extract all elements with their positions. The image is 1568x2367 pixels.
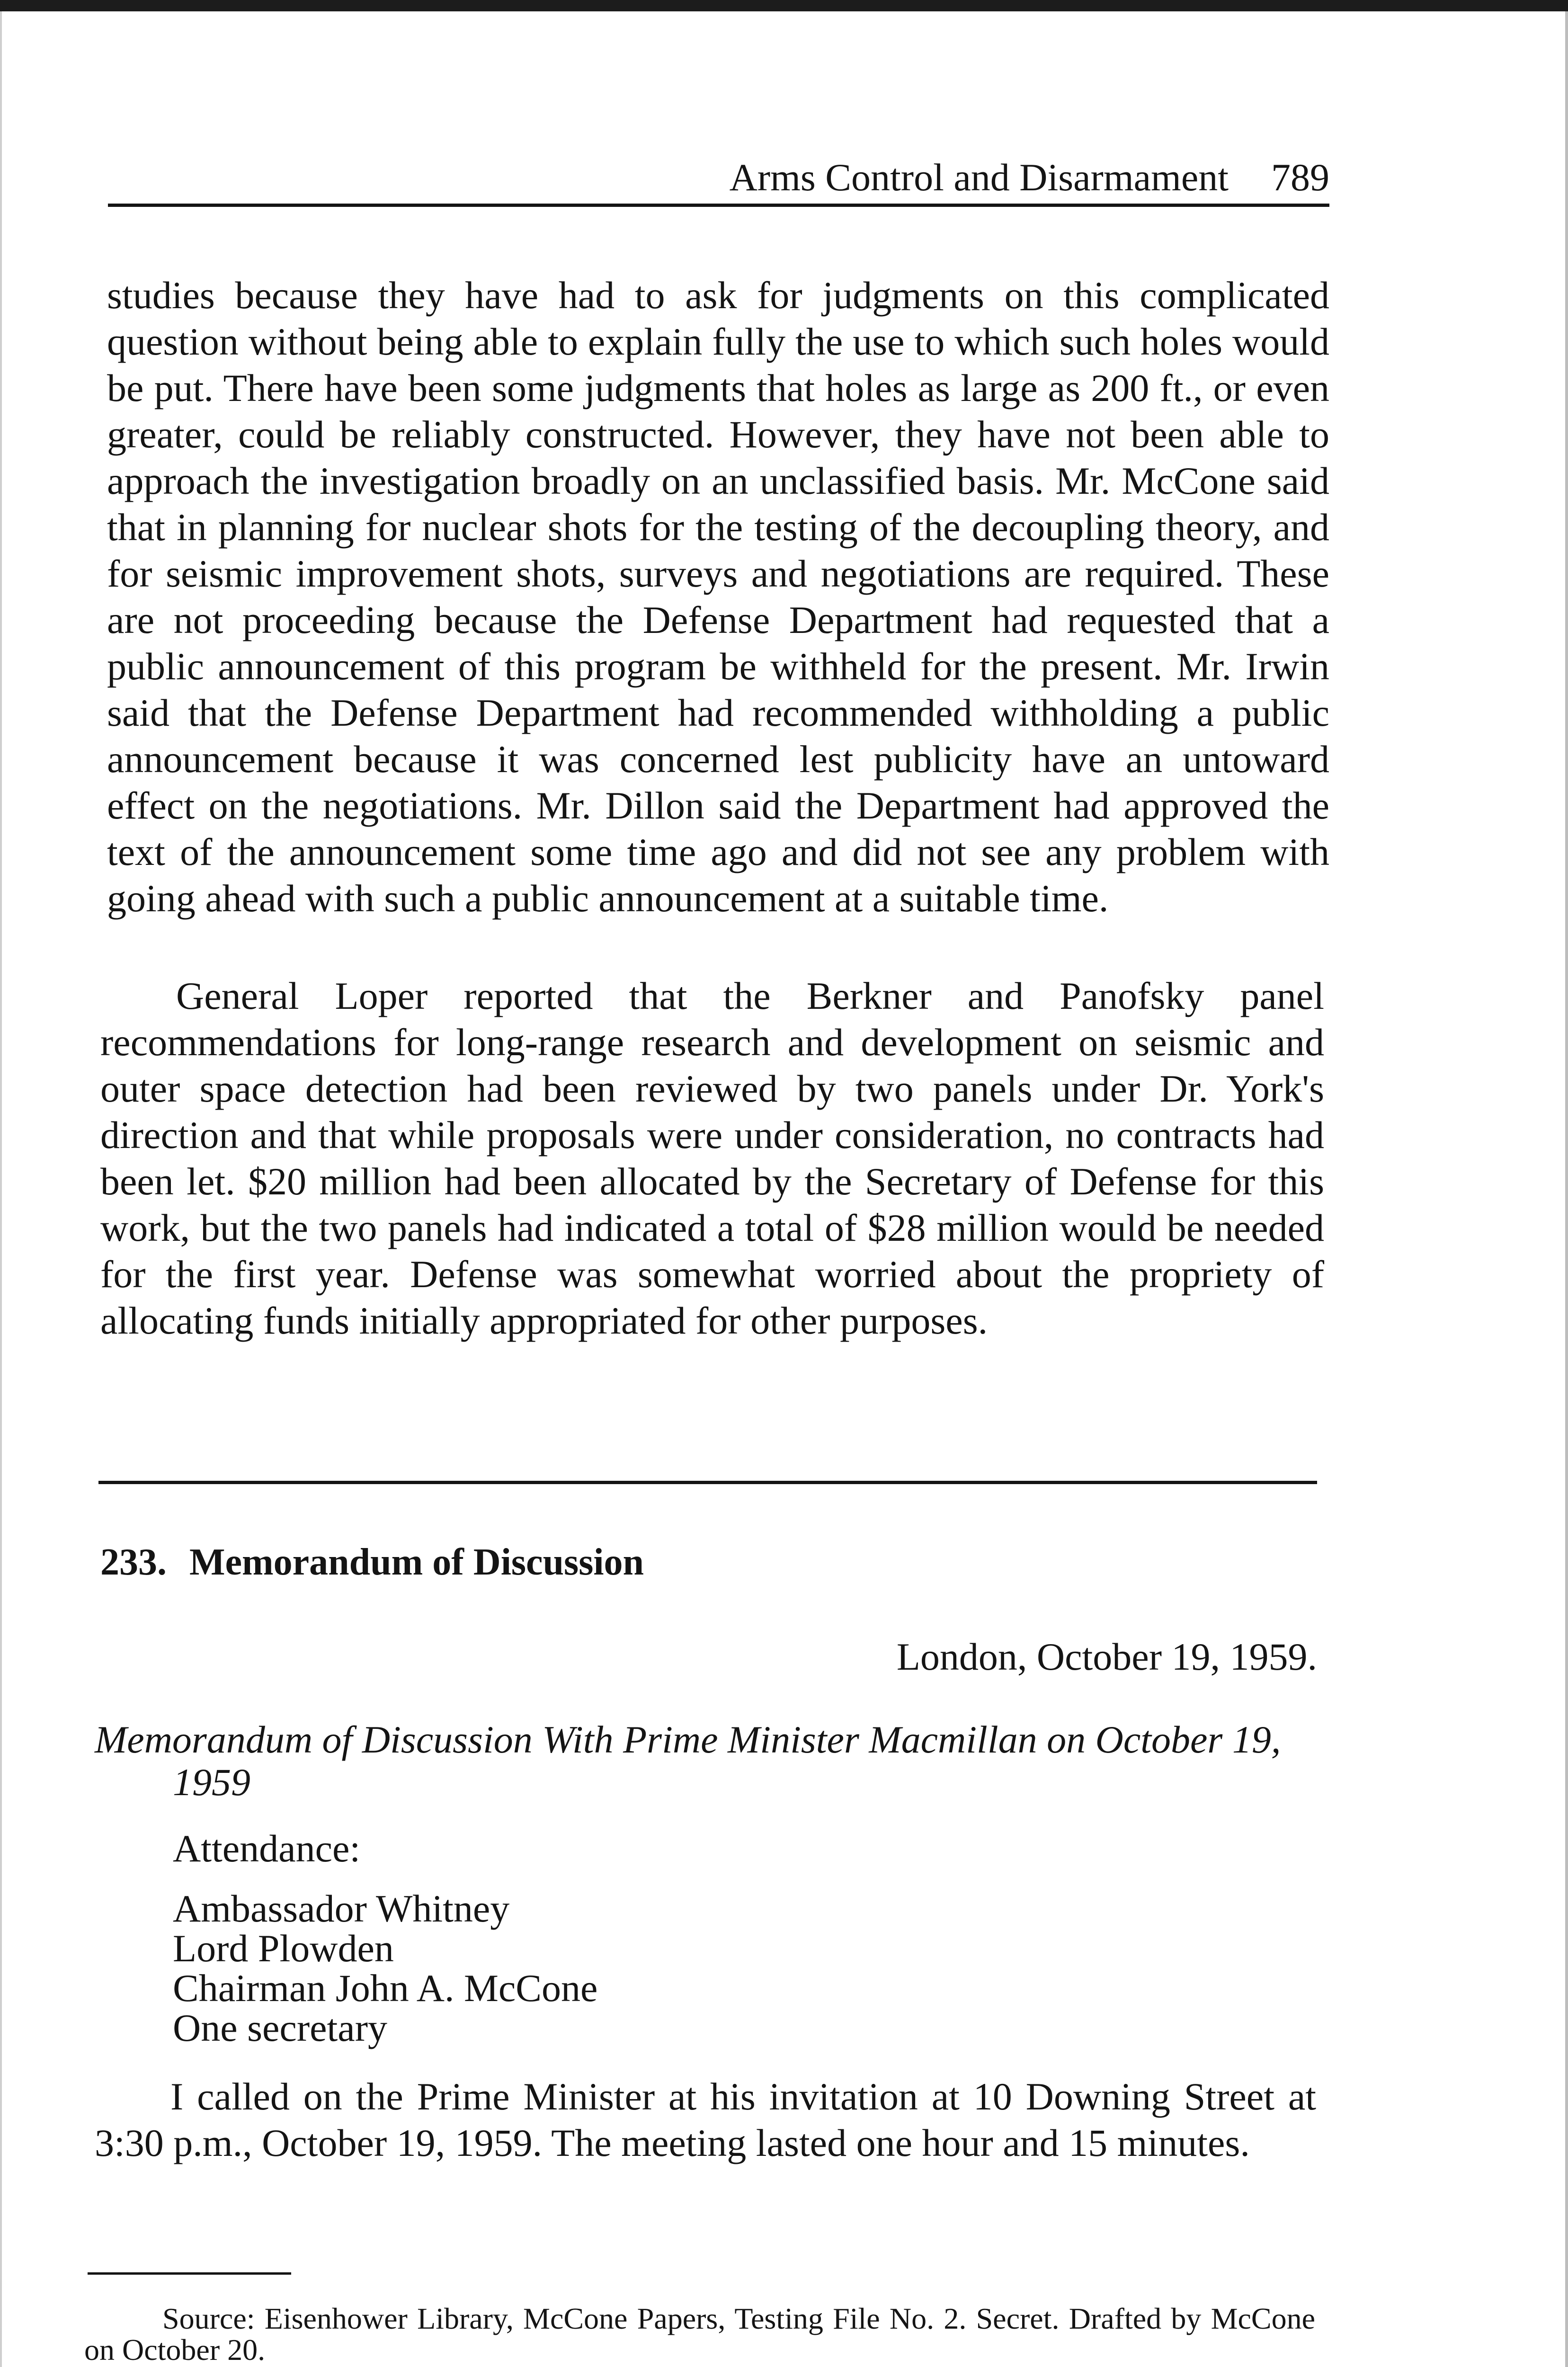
scan-top-border [0,0,1568,11]
memo-title: Memorandum of Discussion With Prime Minister Macmillan on October 19, 1959 [95,1718,1281,1804]
scan-right-edge [1565,11,1568,2367]
document-heading [100,1536,1331,1588]
footnote-rule [88,2272,291,2275]
document-paragraph-1: I called on the Prime Minister at his invitation at 10 Downing Street at 3:30 p.m., October 19, 1959. The meeting lasted one hour and 15 minutes. [95,2075,1316,2164]
body-paragraph-1: studies because they have had to ask for judgments on this complicated question without being able to explain fully the use to which such holes would be put. There have been some judgments that holes as large as 200 ft., or even greater, could be reliably constructed. However, they have not been able to approach the investigation broadly on an unclassified basis. Mr. McCone said that in planning for nuclear shots for the testing of the decoupling theory, and for seismic improvement shots, surveys and negotiations are required. These are not proceeding because the Defense Department had requested that a public announcement of this program be withheld for the present. Mr. Irwin said that the Defense Department had recommended withholding a public announcement because it was concerned lest publicity have an untoward effect on the negotiations. Mr. Dillon said the Department had approved the text of the announcement some time ago and did not see any problem with going ahead with such a public announcement at a suitable time. [107,274,1329,920]
attendance-label: Attendance: [173,1827,361,1870]
attendee-item: Lord Plowden [173,1927,394,1970]
attendee-item: Ambassador Whitney [173,1887,510,1930]
source-footnote: Source: Eisenhower Library, McCone Papers, Testing File No. 2. Secret. Drafted by McCone on October 20. [84,2302,1315,2367]
body-paragraph-2: General Loper reported that the Berkner and Panofsky panel recommendations for long-range research and development on seismic and outer space detection had been reviewed by two panels under Dr. York's direction and that while proposals were under consideration, no contracts had been let. $20 million had been allocated by the Secretary of Defense for this work, but the two panels had indicated a total of $28 million would be needed for the first year. Defense was somewhat worried about the propriety of allocating funds initially appropriated for other purposes. [100,974,1324,1342]
scan-left-edge [0,11,2,2367]
running-header [108,151,1329,204]
attendee-item: Chairman John A. McCone [173,1967,598,2010]
document-title: Memorandum of Discussion [189,1541,644,1583]
attendee-list [173,1889,930,2048]
dateline: London, October 19, 1959. [896,1635,1317,1678]
page-number: 789 [1271,156,1329,199]
running-header-title: Arms Control and Disarmament [729,156,1229,199]
document-number: 233. [100,1541,167,1583]
attendee-item: One secretary [173,2006,388,2049]
document-separator-rule [98,1481,1317,1484]
header-rule [108,204,1329,207]
